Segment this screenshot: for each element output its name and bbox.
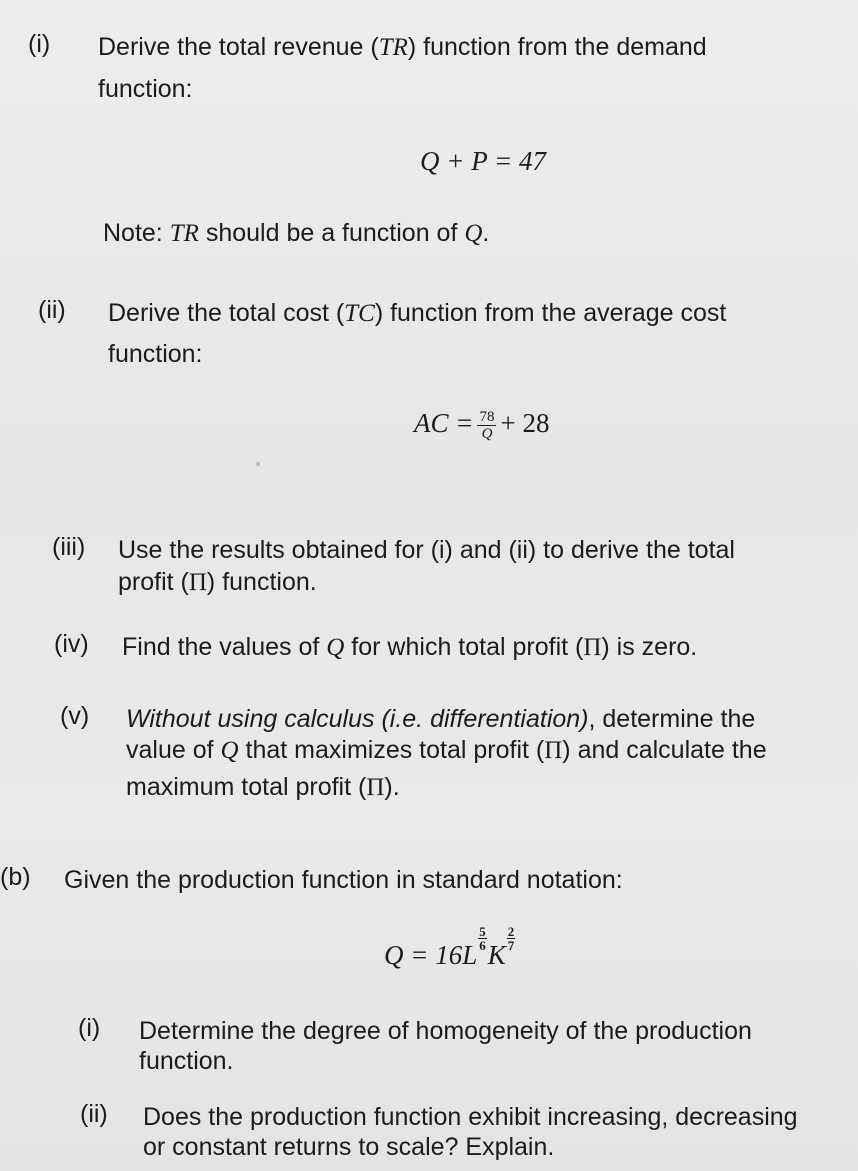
text: Derive the total revenue ( — [98, 33, 379, 61]
text: . — [482, 219, 490, 247]
question-a-iv-line — [122, 630, 697, 665]
question-a-v-line1 — [126, 702, 755, 736]
text: ) is zero. — [601, 633, 698, 661]
math-symbol: Q — [326, 634, 345, 661]
math-symbol: Π — [583, 634, 602, 661]
question-a-v-line2 — [126, 733, 767, 768]
math-symbol: Q — [220, 737, 239, 764]
section-b-intro: Given the production function in standard notation: — [64, 866, 623, 894]
question-a-i-line2: function: — [98, 75, 193, 103]
text: , determine the — [588, 705, 756, 733]
equation-lhs: Q = 16L — [384, 940, 478, 970]
question-a-ii-line1 — [108, 296, 726, 331]
math-symbol: TR — [378, 34, 408, 61]
question-a-ii-line2: function: — [108, 340, 203, 368]
math-symbol: Π — [544, 737, 563, 764]
text: ) function from the demand — [407, 33, 707, 61]
question-a-i-line1 — [98, 30, 707, 65]
question-number-a-i: (i) — [28, 30, 51, 58]
fraction — [477, 409, 496, 442]
text: Derive the total cost ( — [108, 299, 345, 327]
question-b-i-line1: Determine the degree of homogeneity of the production — [139, 1017, 752, 1045]
text: value of — [126, 736, 221, 764]
text: for which total profit ( — [344, 633, 584, 661]
question-number-a-iii: (iii) — [52, 533, 86, 561]
demand-equation: Q + P = 47 — [420, 146, 546, 176]
exponent-denominator: 6 — [479, 938, 486, 953]
equation-rhs: + 28 — [500, 408, 550, 438]
text: ) and calculate the — [562, 736, 767, 764]
text: Note: — [103, 219, 170, 247]
math-symbol: TC — [344, 300, 375, 327]
exponent-numerator: 2 — [507, 924, 515, 939]
math-symbol: TR — [169, 220, 199, 247]
question-number-a-ii: (ii) — [38, 296, 66, 324]
question-b-ii-line2: or constant returns to scale? Explain. — [143, 1133, 555, 1161]
text: ) function. — [206, 568, 317, 596]
exponent-k — [507, 925, 516, 952]
fraction-denominator: Q — [481, 426, 493, 443]
section-label-b: (b) — [0, 863, 31, 891]
exponent-denominator: 7 — [507, 938, 515, 953]
math-symbol: Π — [366, 774, 385, 801]
question-a-iii-line2 — [118, 565, 317, 600]
question-a-v-line3 — [126, 770, 400, 805]
text: ). — [384, 773, 400, 801]
fraction-numerator: 78 — [479, 409, 495, 426]
text: should be a function of — [198, 219, 465, 247]
question-b-ii-line1: Does the production function exhibit increasing, decreasing — [143, 1103, 798, 1131]
text: Find the values of — [122, 633, 327, 661]
production-function-equation — [384, 925, 516, 971]
math-symbol: Π — [188, 569, 207, 596]
text: maximum total profit ( — [126, 773, 367, 801]
equation-variable-k: K — [487, 940, 506, 970]
question-number-b-ii: (ii) — [80, 1100, 108, 1128]
text: profit ( — [118, 568, 189, 596]
question-number-b-i: (i) — [78, 1014, 101, 1042]
math-symbol: Q — [464, 220, 483, 247]
exponent-numerator: 5 — [479, 924, 486, 939]
question-a-iii-line1: Use the results obtained for (i) and (ii) to derive the total — [118, 536, 735, 564]
italic-text: Without using calculus (i.e. differentiation) — [126, 705, 589, 733]
question-a-i-note — [103, 216, 489, 251]
question-b-i-line2: function. — [139, 1047, 234, 1075]
question-number-a-v: (v) — [60, 702, 90, 730]
text: ) function from the average cost — [374, 299, 727, 327]
average-cost-equation — [414, 408, 549, 442]
question-number-a-iv: (iv) — [54, 630, 89, 658]
text: that maximizes total profit ( — [238, 736, 545, 764]
exponent-l — [478, 925, 487, 952]
speck — [256, 462, 260, 466]
equation-lhs: AC = — [414, 408, 474, 438]
